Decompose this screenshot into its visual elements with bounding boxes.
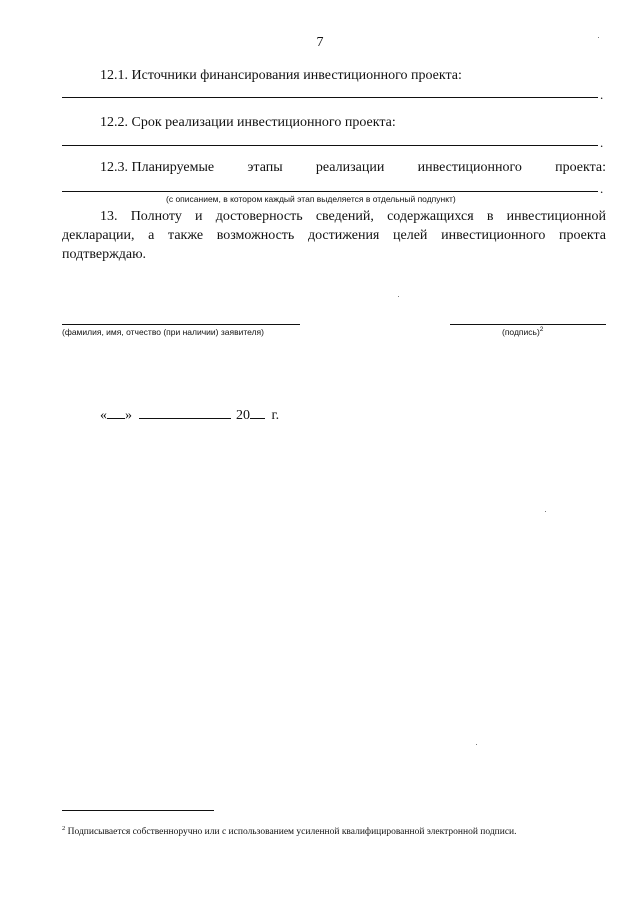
page-number: 7	[316, 35, 324, 50]
stages-caption: (с описанием, в котором каждый этап выделяется в отдельный подпункт)	[166, 194, 456, 204]
section-12-3-word: инвестиционного	[417, 160, 522, 175]
date-line	[100, 404, 279, 425]
footnote	[62, 826, 517, 838]
signature-caption	[502, 327, 543, 337]
date-close-quote: »	[125, 408, 132, 423]
scan-speck	[598, 37, 599, 38]
signature-line	[450, 324, 606, 325]
applicant-name-caption: (фамилия, имя, отчество (при наличии) заявителя)	[62, 327, 264, 337]
section-12-3-word: 12.3. Планируемые	[100, 160, 215, 175]
section-12-3-word: проекта:	[555, 160, 606, 175]
footnote-marker: 2	[62, 824, 66, 832]
declaration-line-1: 13. Полноту и достоверность сведений, содержащихся в инвестиционной	[100, 209, 606, 224]
date-open-quote: «	[100, 408, 107, 423]
scan-speck	[398, 296, 399, 297]
signature-caption-text: (подпись)	[502, 327, 540, 337]
scan-speck	[545, 511, 546, 512]
section-12-2-line-end: .	[600, 135, 604, 150]
section-12-3-word: этапы	[247, 160, 283, 175]
footnote-text: Подписывается собственноручно или с использованием усиленной квалифицированной электронной подписи.	[67, 827, 517, 837]
section-12-3-word: реализации	[315, 160, 385, 175]
section-12-3-fill-line	[62, 191, 598, 192]
section-12-1-fill-line	[62, 97, 598, 98]
section-12-1-heading: 12.1. Источники финансирования инвестиционного проекта:	[100, 68, 462, 83]
signature-footnote-ref: 2	[539, 326, 544, 334]
month-blank	[139, 404, 231, 419]
year-blank	[250, 404, 265, 419]
section-12-1-line-end: .	[600, 87, 604, 102]
section-12-3-line-end: .	[600, 181, 604, 196]
declaration-line-2: декларации, а также возможность достижения целей инвестиционного проекта	[62, 228, 606, 243]
scan-speck	[476, 744, 477, 745]
footnote-separator	[62, 810, 214, 811]
section-12-2-fill-line	[62, 145, 598, 146]
day-blank	[107, 404, 125, 419]
applicant-name-line	[62, 324, 300, 325]
section-12-2-heading: 12.2. Срок реализации инвестиционного проекта:	[100, 115, 396, 130]
year-prefix: 20	[236, 408, 250, 423]
section-12-3-heading	[100, 159, 606, 177]
year-suffix: г.	[271, 408, 280, 423]
declaration-line-3: подтверждаю.	[62, 247, 147, 262]
